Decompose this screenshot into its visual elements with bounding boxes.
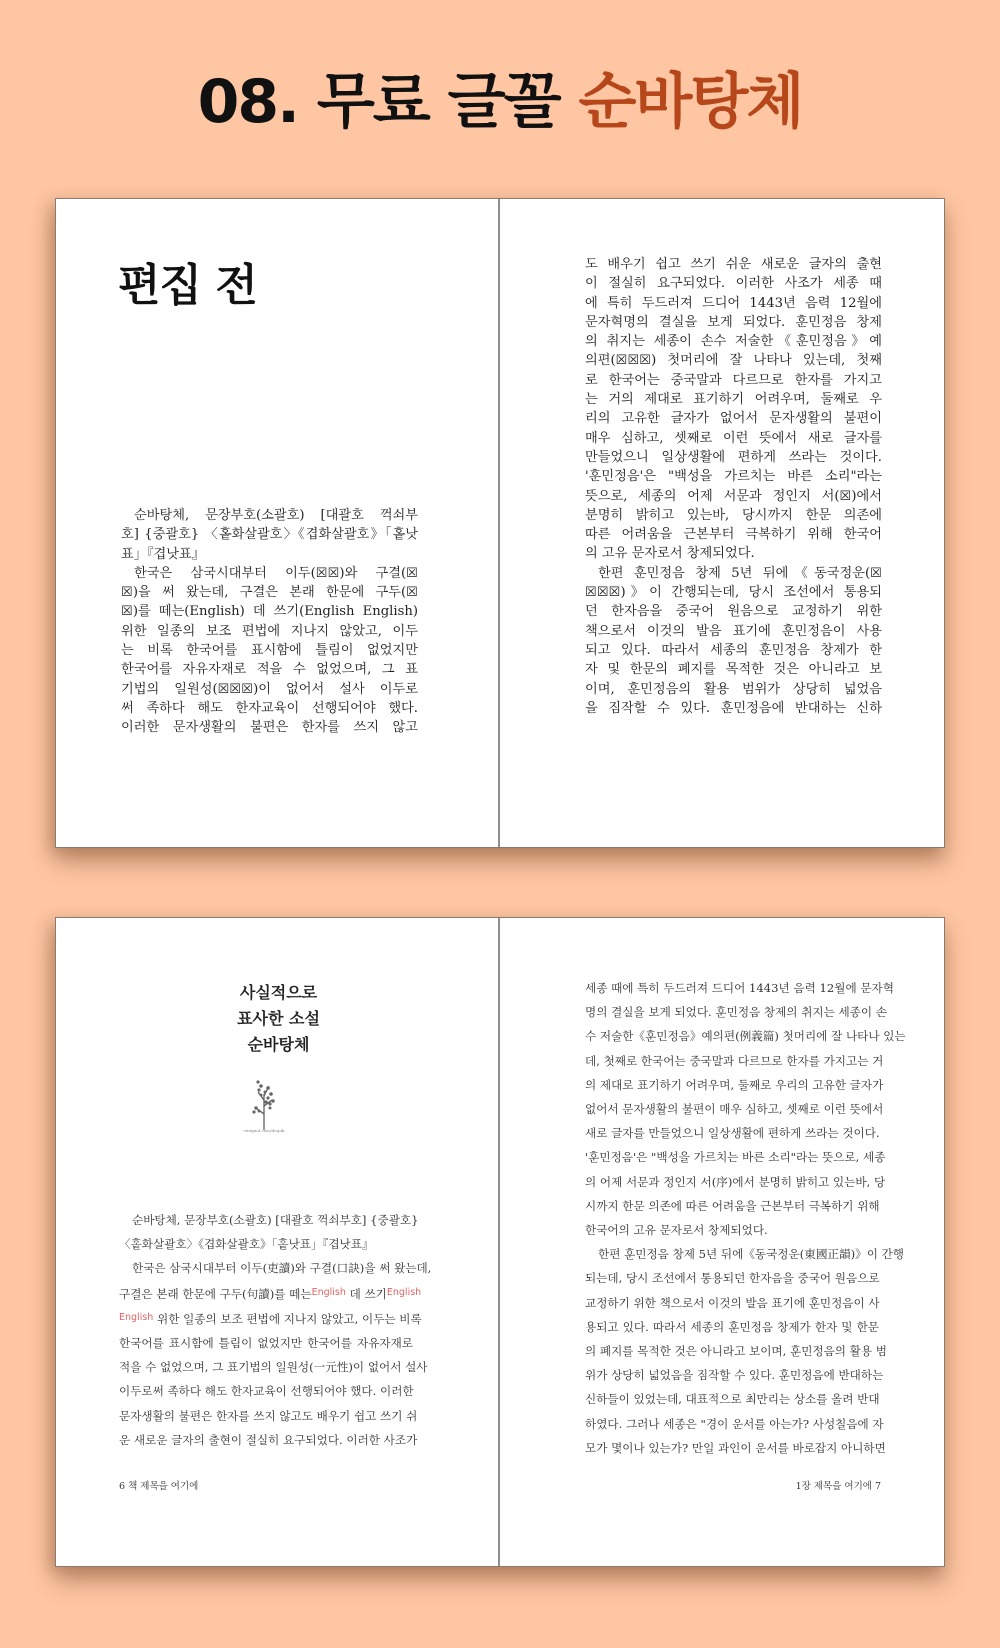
- text-line: 새로 글자를 만들었으니 일상생활에 편하게 쓰라는 것이다.: [585, 1126, 880, 1141]
- text-line: 만들었으니 일상생활에 편하게 쓰라는 것이다.: [585, 449, 882, 465]
- text-line: 호] {중괄호} 〈홑화살괄호〉《겹화살괄호》「홑낫: [121, 527, 418, 543]
- headline-accent: 순바탕체: [578, 67, 803, 137]
- text-line: 한편 훈민정음 창제 5년 뒤에《동국정운(東國正韻)》이 간행: [598, 1247, 905, 1262]
- before-left-body: [121, 506, 418, 738]
- text-line: 분명히 밝히고 있는바, 당시까지 한문 의존에: [585, 507, 882, 523]
- text-line: 이 절실히 요구되었다. 이러한 사조가 세종 때: [585, 276, 882, 292]
- text-line: 는 비록 한국어를 표시함에 틀림이 없었지만: [121, 643, 418, 659]
- text-line: 한국은 삼국시대부터 이두(吏讀)와 구결(口訣)을 써 왔는데,: [132, 1261, 432, 1276]
- page-right-before: [500, 199, 944, 847]
- text-line: 의 취지는 세종이 손수 저술한《훈민정음》예: [585, 334, 882, 350]
- text-line: 의 제대로 표기하기 어려우며, 둘째로 우리의 고유한 글자가: [585, 1077, 884, 1092]
- english-sample: English: [311, 1286, 346, 1298]
- before-right-body: [585, 255, 882, 718]
- text-line: 세종 때에 특히 두드러져 드디어 1443년 음력 12월에 문자혁: [585, 981, 894, 995]
- text-line: 되고 있다. 따라서 세종의 훈민정음 창제가 한: [585, 642, 882, 658]
- headline: [0, 62, 1000, 142]
- text-line: 문자혁명의 결실을 보게 되었다. 훈민정음 창제: [585, 314, 882, 330]
- text-line: 되는데, 당시 조선에서 통용되던 한자음을 중국어 원음으로: [585, 1271, 880, 1286]
- text-line: 문자생활의 불편은 한자를 쓰지 않고도 배우기 쉽고 쓰기 쉬: [119, 1408, 418, 1423]
- ornament-caption: vintpmd.com/thupik: [243, 1128, 285, 1133]
- text-line: 한편 훈민정음 창제 5년 뒤에《동국정운(☒: [598, 565, 882, 581]
- text-line: 에 특히 두드러져 드디어 1443년 음력 12월에: [585, 295, 882, 311]
- headline-prefix: 08. 무료 글꼴: [197, 67, 579, 137]
- text-line: 한국은 삼국시대부터 이두(☒☒)와 구결(☒: [134, 565, 418, 581]
- text-line: 데, 첫째로 한국어는 중국말과 다르므로 한자를 가지고는 거: [585, 1053, 884, 1068]
- text-line: 〈홑화살괄호〉《겹화살괄호》「홑낫표」『겹낫표』: [119, 1237, 374, 1252]
- text-line: 순바탕체, 문장부호(소괄호) [대괄호 꺽쇠부호] {중괄호}: [132, 1213, 419, 1227]
- text-line: 따른 어려움을 근본부터 극복하기 위해 한국어: [585, 527, 882, 543]
- page-left-before: [56, 199, 500, 847]
- text-line: [119, 1281, 422, 1306]
- text-line: 순바탕체, 문장부호(소괄호) [대괄호 꺽쇠부: [134, 508, 418, 523]
- folio-left: 6 책 제목을 여기에: [119, 1481, 199, 1492]
- page-right-after: [500, 918, 944, 1566]
- text-line: 리의 고유한 글자가 없어서 문자생활의 불편이: [585, 411, 882, 427]
- text-line: 없어서 문자생활의 불편이 매우 심하고, 셋째로 이런 뜻에서: [585, 1102, 884, 1117]
- text-line: 표」『겹낫표』: [121, 546, 205, 562]
- chapter-title: [56, 980, 501, 1058]
- text-line: 의편(☒☒☒) 첫머리에 잘 나타나 있는데, 첫째: [585, 353, 882, 369]
- text-line: 던 한자음을 중국어 원음으로 교정하기 위한: [585, 604, 882, 620]
- chapter-title-line: 표사한 소설: [237, 1009, 320, 1028]
- text-fragment: 구결은 본래 한문에 구두(句讀)를 떼는: [119, 1286, 312, 1301]
- page-left-after: [56, 918, 500, 1566]
- text-line: 한국어를 자유자재로 적을 수 없었으며, 그 표: [121, 662, 418, 678]
- botanical-branch-icon: [244, 1074, 284, 1132]
- after-right-body: [585, 976, 906, 1460]
- text-line: 이며, 훈민정음의 활용 범위가 상당히 넓었음: [585, 681, 882, 697]
- after-left-body: [119, 1208, 432, 1452]
- before-edit-title: 편집 전: [118, 260, 257, 311]
- text-line: 의 고유 문자로서 창제되었다.: [585, 546, 755, 562]
- text-line: 써 족하다 해도 한자교육이 선행되어야 했다.: [121, 700, 418, 716]
- text-line: 시까지 한문 의존에 따른 어려움을 근본부터 극복하기 위해: [585, 1198, 880, 1213]
- text-line: 한국어의 고유 문자로서 창제되었다.: [585, 1223, 768, 1238]
- text-line: 이러한 문자생활의 불편은 한자를 쓰지 않고: [121, 720, 418, 736]
- text-line: 명의 결실을 보게 되었다. 훈민정음 창제의 취지는 세종이 손: [585, 1005, 887, 1020]
- text-line: 로 한국어는 중국말과 다르므로 한자를 가지고: [585, 372, 882, 388]
- folio-right: 1장 제목을 여기에 7: [795, 1481, 881, 1492]
- text-line: 매우 심하고, 셋째로 이런 뜻에서 새로 글자를: [585, 430, 882, 446]
- text-line: 신하들이 있었는데, 대표적으로 최만리는 상소를 올려 반대: [585, 1392, 880, 1407]
- english-sample: English: [119, 1311, 154, 1323]
- text-line: 이두로써 족하다 해도 한자교육이 선행되어야 했다. 이러한: [119, 1384, 414, 1399]
- text-line: 뜻으로, 세종의 어제 서문과 정인지 서(☒)에서: [585, 488, 882, 504]
- text-line: 위가 상당히 넓었음을 짐작할 수 있다. 훈민정음에 반대하는: [585, 1368, 884, 1383]
- text-line: '훈민정음'은 "백성을 가르치는 바른 소리"라는 뜻으로, 세종: [585, 1150, 886, 1165]
- english-sample: English: [386, 1286, 422, 1298]
- text-line: 수 저술한《훈민정음》예의편(例義篇) 첫머리에 잘 나타나 있는: [585, 1029, 906, 1044]
- text-line: 모가 몇이나 있는가? 만일 과인이 운서를 바로잡지 아니하면: [585, 1440, 886, 1455]
- text-line: [119, 1306, 422, 1331]
- spread-before-edit: [55, 198, 945, 848]
- text-line: 의 폐지를 목적한 것은 아니라고 보이며, 훈민정음의 활용 범: [585, 1344, 887, 1359]
- text-line: 을 짐작할 수 있다. 훈민정음에 반대하는 신하: [585, 700, 882, 716]
- text-line: 한국어를 표시함에 틀림이 없었지만 한국어를 자유자재로: [119, 1336, 413, 1351]
- text-fragment: 데 쓰기: [345, 1286, 387, 1301]
- text-line: 자 및 한문의 폐지를 목적한 것은 아니라고 보: [585, 662, 882, 678]
- text-line: 도 배우기 쉽고 쓰기 쉬운 새로운 글자의 출현: [585, 257, 882, 272]
- text-line: 운 새로운 글자의 출현이 절실히 요구되었다. 이러한 사조가: [119, 1432, 418, 1447]
- text-line: 는 거의 제대로 표기하기 어려우며, 둘째로 우: [585, 392, 882, 408]
- text-line: 책으로서 이것의 발음 표기에 훈민정음이 사용: [585, 623, 882, 639]
- spread-after-edit: [55, 917, 945, 1567]
- text-line: ☒)을 써 왔는데, 구결은 본래 한문에 구두(☒: [121, 585, 418, 601]
- chapter-title-line: 순바탕체: [247, 1035, 310, 1054]
- text-line: ☒)를 떼는(English) 데 쓰기(English English): [121, 604, 418, 620]
- chapter-title-line: 사실적으로: [239, 983, 318, 1002]
- text-line: 하였다. 그러나 세종은 "경이 운서를 아는가? 사성칠음에 자: [585, 1416, 884, 1431]
- text-line: 적을 수 없었으며, 그 표기법의 일원성(一元性)이 없어서 설사: [119, 1360, 428, 1375]
- text-line: 용되고 있다. 따라서 세종의 훈민정음 창제가 한자 및 한문: [585, 1319, 879, 1334]
- text-line: 교정하기 위한 책으로서 이것의 발음 표기에 훈민정음이 사: [585, 1295, 880, 1310]
- text-line: '훈민정음'은 "백성을 가르치는 바른 소리"라는: [585, 469, 882, 485]
- text-line: ☒☒☒)》이 간행되는데, 당시 조선에서 통용되: [585, 585, 882, 601]
- text-fragment: 위한 일종의 보조 편법에 지나지 않았고, 이두는 비록: [157, 1311, 422, 1326]
- text-line: 기법의 일원성(☒☒☒)이 없어서 설사 이두로: [121, 681, 418, 697]
- text-line: 의 어제 서문과 정인지 서(序)에서 분명히 밝히고 있는바, 당: [585, 1174, 886, 1189]
- text-line: 위한 일종의 보조 편법에 지나지 않았고, 이두: [121, 623, 418, 639]
